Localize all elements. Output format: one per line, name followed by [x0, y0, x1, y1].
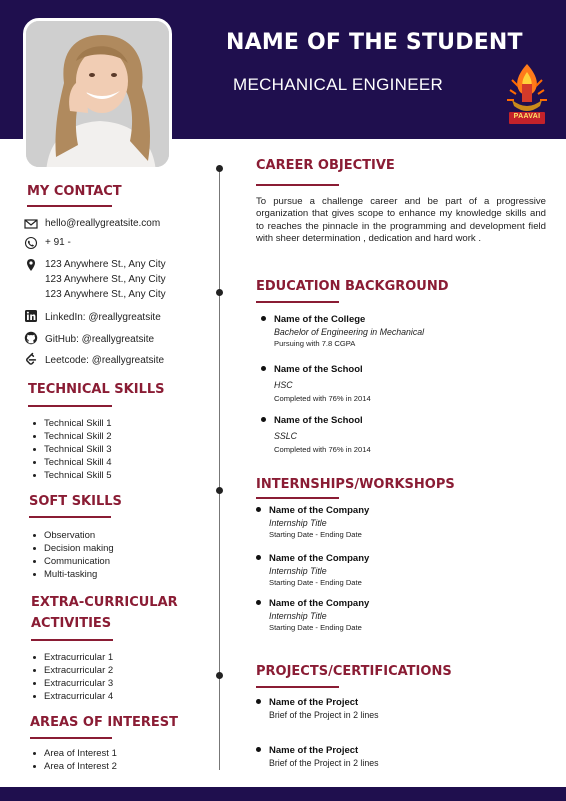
extracurricular-rule — [31, 639, 113, 641]
contact-email[interactable]: hello@reallygreatsite.com — [45, 218, 161, 229]
interests-title: AREAS OF INTEREST — [30, 715, 178, 730]
contact-github[interactable]: GitHub: @reallygreatsite — [45, 334, 155, 345]
education-name: Name of the School — [274, 415, 363, 426]
timeline-dot-career — [216, 165, 223, 172]
timeline-dot-projects — [216, 672, 223, 679]
education-detail: Bachelor of Engineering in Mechanical — [274, 327, 425, 337]
contact-address-line-3: 123 Anywhere St., Any City — [45, 289, 166, 300]
bullet-dot — [256, 600, 261, 605]
timeline-dot-internships — [216, 487, 223, 494]
interests-rule — [30, 737, 112, 739]
education-detail: SSLC — [274, 431, 297, 441]
technical-skills-list — [32, 417, 112, 482]
bullet-dot — [261, 316, 266, 321]
career-objective-rule — [256, 184, 339, 186]
internship-dates: Starting Date - Ending Date — [269, 530, 362, 539]
internship-entry — [269, 597, 369, 634]
extracurricular-title-line-1: EXTRA-CURRICULAR — [31, 595, 178, 610]
bullet-dot — [261, 417, 266, 422]
timeline-line — [219, 166, 220, 770]
career-objective-text: To pursue a challenge career and be part of a progressive organization that gives scope to enhance my knowledge skills and to reaches the pinnacle in the programming and development field with sheer determination , dedication and hard work . — [256, 196, 546, 245]
github-icon — [24, 331, 38, 345]
extracurricular-title-line-2: ACTIVITIES — [31, 616, 112, 631]
internship-entry — [269, 552, 369, 589]
projects-rule — [256, 686, 339, 688]
soft-skills-rule — [29, 516, 111, 518]
soft-skills-list — [32, 529, 114, 581]
project-entry — [269, 696, 379, 722]
soft-skills-title: SOFT SKILLS — [29, 494, 122, 509]
list-item: Technical Skill 2 — [32, 430, 112, 443]
profile-photo-illustration — [26, 21, 172, 170]
bullet-dot — [256, 699, 261, 704]
logo-text: PAAVAI — [513, 113, 541, 120]
career-objective-title: CAREER OBJECTIVE — [256, 158, 395, 173]
bullet-dot — [256, 747, 261, 752]
bullet-dot — [261, 366, 266, 371]
list-item: Extracurricular 4 — [32, 690, 113, 703]
education-name: Name of the School — [274, 364, 363, 375]
list-item: Observation — [32, 529, 114, 542]
internships-title: INTERNSHIPS/WORKSHOPS — [256, 477, 455, 492]
contact-title: MY CONTACT — [27, 184, 122, 199]
education-title: EDUCATION BACKGROUND — [256, 279, 449, 294]
email-icon — [24, 217, 38, 231]
education-entry — [274, 414, 371, 456]
technical-skills-title: TECHNICAL SKILLS — [28, 382, 165, 397]
internship-dates: Starting Date - Ending Date — [269, 578, 362, 587]
internship-entry — [269, 504, 369, 541]
contact-rule — [27, 205, 112, 207]
phone-icon — [24, 236, 38, 250]
timeline-dot-education — [216, 289, 223, 296]
contact-address-line-1: 123 Anywhere St., Any City — [45, 259, 166, 270]
list-item: Area of Interest 2 — [32, 760, 117, 773]
education-entry — [274, 363, 371, 405]
list-item: Decision making — [32, 542, 114, 555]
contact-phone: + 91 - — [45, 237, 71, 248]
list-item: Extracurricular 2 — [32, 664, 113, 677]
interests-list — [32, 747, 117, 773]
project-entry — [269, 744, 379, 770]
internship-dates: Starting Date - Ending Date — [269, 623, 362, 632]
list-item: Technical Skill 3 — [32, 443, 112, 456]
bullet-dot — [256, 555, 261, 560]
education-entry — [274, 313, 424, 350]
list-item: Communication — [32, 555, 114, 568]
footer-band — [0, 787, 566, 801]
internship-title: Internship Title — [269, 611, 327, 621]
project-name: Name of the Project — [269, 697, 359, 708]
internships-rule — [256, 497, 339, 499]
internship-company: Name of the Company — [269, 505, 370, 516]
internship-company: Name of the Company — [269, 598, 370, 609]
leetcode-icon — [24, 352, 38, 366]
internship-title: Internship Title — [269, 518, 327, 528]
institution-logo — [504, 60, 550, 130]
linkedin-icon — [24, 309, 38, 323]
location-pin-icon — [24, 258, 38, 272]
extracurricular-list — [32, 651, 113, 703]
contact-linkedin[interactable]: LinkedIn: @reallygreatsite — [45, 312, 161, 323]
education-note: Pursuing with 7.8 CGPA — [274, 339, 356, 348]
list-item: Technical Skill 1 — [32, 417, 112, 430]
internship-title: Internship Title — [269, 566, 327, 576]
education-name: Name of the College — [274, 314, 366, 325]
list-item: Extracurricular 3 — [32, 677, 113, 690]
internship-company: Name of the Company — [269, 553, 370, 564]
list-item: Technical Skill 4 — [32, 456, 112, 469]
project-brief: Brief of the Project in 2 lines — [269, 710, 379, 720]
project-brief: Brief of the Project in 2 lines — [269, 758, 379, 768]
project-name: Name of the Project — [269, 745, 359, 756]
education-note: Completed with 76% in 2014 — [274, 394, 371, 403]
list-item: Technical Skill 5 — [32, 469, 112, 482]
list-item: Multi-tasking — [32, 568, 114, 581]
profile-photo — [23, 18, 172, 170]
student-name: NAME OF THE STUDENT — [226, 30, 523, 55]
list-item: Extracurricular 1 — [32, 651, 113, 664]
bullet-dot — [256, 507, 261, 512]
education-rule — [256, 301, 339, 303]
list-item: Area of Interest 1 — [32, 747, 117, 760]
education-note: Completed with 76% in 2014 — [274, 445, 371, 454]
contact-leetcode[interactable]: Leetcode: @reallygreatsite — [45, 355, 165, 366]
education-detail: HSC — [274, 380, 293, 390]
projects-title: PROJECTS/CERTIFICATIONS — [256, 664, 452, 679]
student-role: MECHANICAL ENGINEER — [233, 75, 444, 94]
contact-address-line-2: 123 Anywhere St., Any City — [45, 274, 166, 285]
technical-skills-rule — [28, 405, 112, 407]
